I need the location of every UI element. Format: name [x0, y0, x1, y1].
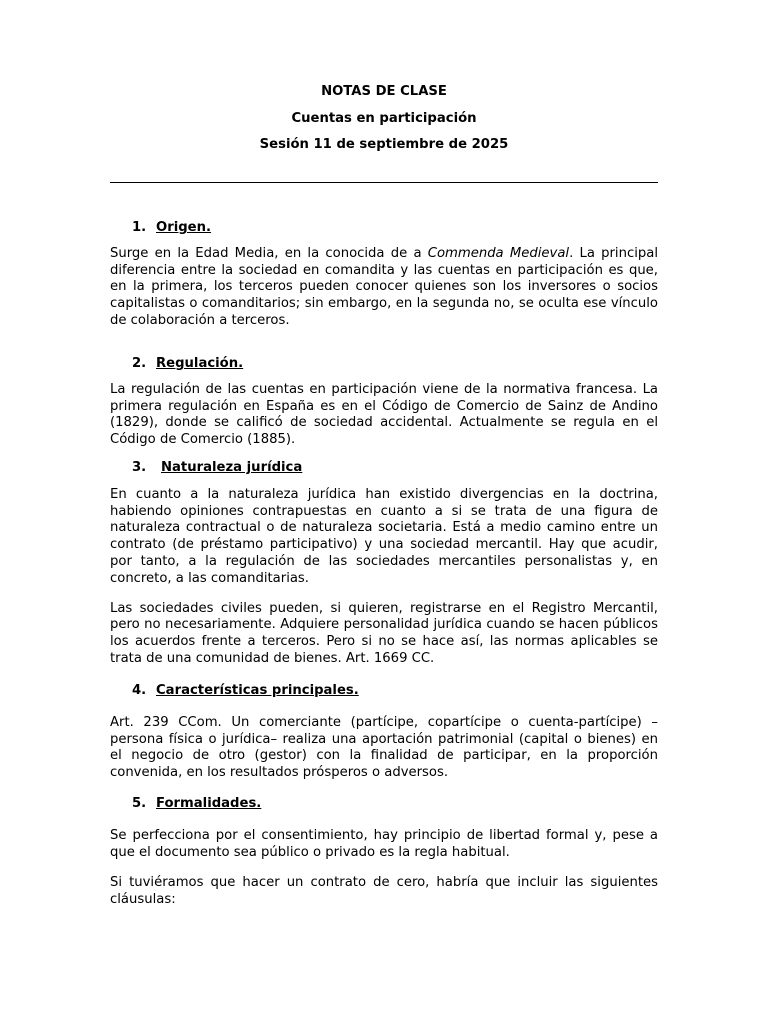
section-origen	[110, 220, 658, 330]
section-heading	[132, 683, 658, 700]
section-paragraph: Art. 239 CCom. Un comerciante (partícipe, copartícipe o cuenta-partícipe) –persona física o jurídica– realiza una aportación patrimonial (capital o bienes) en el negocio de otro (gestor) con la finalidad de participar, en la proporción convenida, en los resultados prósperos o adversos.	[110, 714, 658, 781]
section-number: 1.	[132, 220, 147, 235]
section-title: Características principales.	[156, 683, 359, 698]
section-paragraph: Se perfecciona por el consentimiento, hay principio de libertad formal y, pese a que el documento sea público o privado es la regla habitual.	[110, 827, 658, 860]
header-subject: Cuentas en participación	[291, 110, 477, 126]
section-heading	[132, 796, 658, 813]
section-paragraph: La regulación de las cuentas en participación viene de la normativa francesa. La primera regulación en España es en el Código de Comercio de Sainz de Andino (1829), donde se calificó de sociedad accidental. Actualmente se regula en el Código de Comercio (1885).	[110, 381, 658, 448]
section-heading	[132, 356, 658, 373]
section-formalidades	[110, 796, 658, 909]
section-paragraph: Las sociedades civiles pueden, si quieren, registrarse en el Registro Mercantil, pero no necesariamente. Adquiere personalidad jurídica cuando se hacen públicos los acuerdos frente a terceros. Pero si no se hace así, las normas aplicables se trata de una comunidad de bienes. Art. 1669 CC.	[110, 600, 658, 666]
section-paragraph: En cuanto a la naturaleza jurídica han existido divergencias en la doctrina, habiendo opiniones contrapuestas en cuanto a si se trata de una figura de naturaleza contractual o de naturaleza societaria. Está a medio camino entre un contrato (de préstamo participativo) y una sociedad mercantil. Hay que acudir, por tanto, a la regulación de las sociedades mercantiles personalistas y, en concreto, a las comanditarias.	[110, 486, 658, 586]
section-heading	[132, 460, 658, 477]
section-caracteristicas	[110, 683, 658, 782]
header-title: NOTAS DE CLASE	[321, 84, 447, 99]
section-naturaleza-juridica	[110, 460, 658, 668]
header-session-date: Sesión 11 de septiembre de 2025	[259, 137, 509, 152]
section-paragraph: Si tuviéramos que hacer un contrato de cero, habría que incluir las siguientes cláusulas:	[110, 875, 658, 908]
section-regulacion	[110, 356, 658, 449]
paragraph-emphasis: Commenda Medieval	[427, 245, 570, 261]
paragraph-text: Surge en la Edad Media, en la conocida de a	[110, 245, 428, 261]
section-title: Formalidades.	[156, 796, 262, 811]
header-divider	[110, 182, 658, 183]
section-title: Origen.	[156, 220, 212, 235]
section-number: 5.	[132, 796, 147, 811]
section-title: Naturaleza jurídica	[161, 460, 303, 475]
section-number: 2.	[132, 356, 147, 371]
paragraph-text: . La principal diferencia entre la sociedad en comandita y las cuentas en participación es que, en la primera, los terceros pueden conocer quienes son los inversores o socios capitalistas o comanditarios; sin embargo, en la segunda no, se oculta ese vínculo de colaboración a terceros.	[110, 245, 658, 328]
section-paragraph	[110, 246, 658, 330]
section-number: 4.	[132, 683, 147, 698]
section-heading	[132, 220, 658, 237]
section-number: 3.	[132, 460, 147, 475]
section-title: Regulación.	[156, 356, 244, 371]
document-header	[110, 84, 658, 164]
